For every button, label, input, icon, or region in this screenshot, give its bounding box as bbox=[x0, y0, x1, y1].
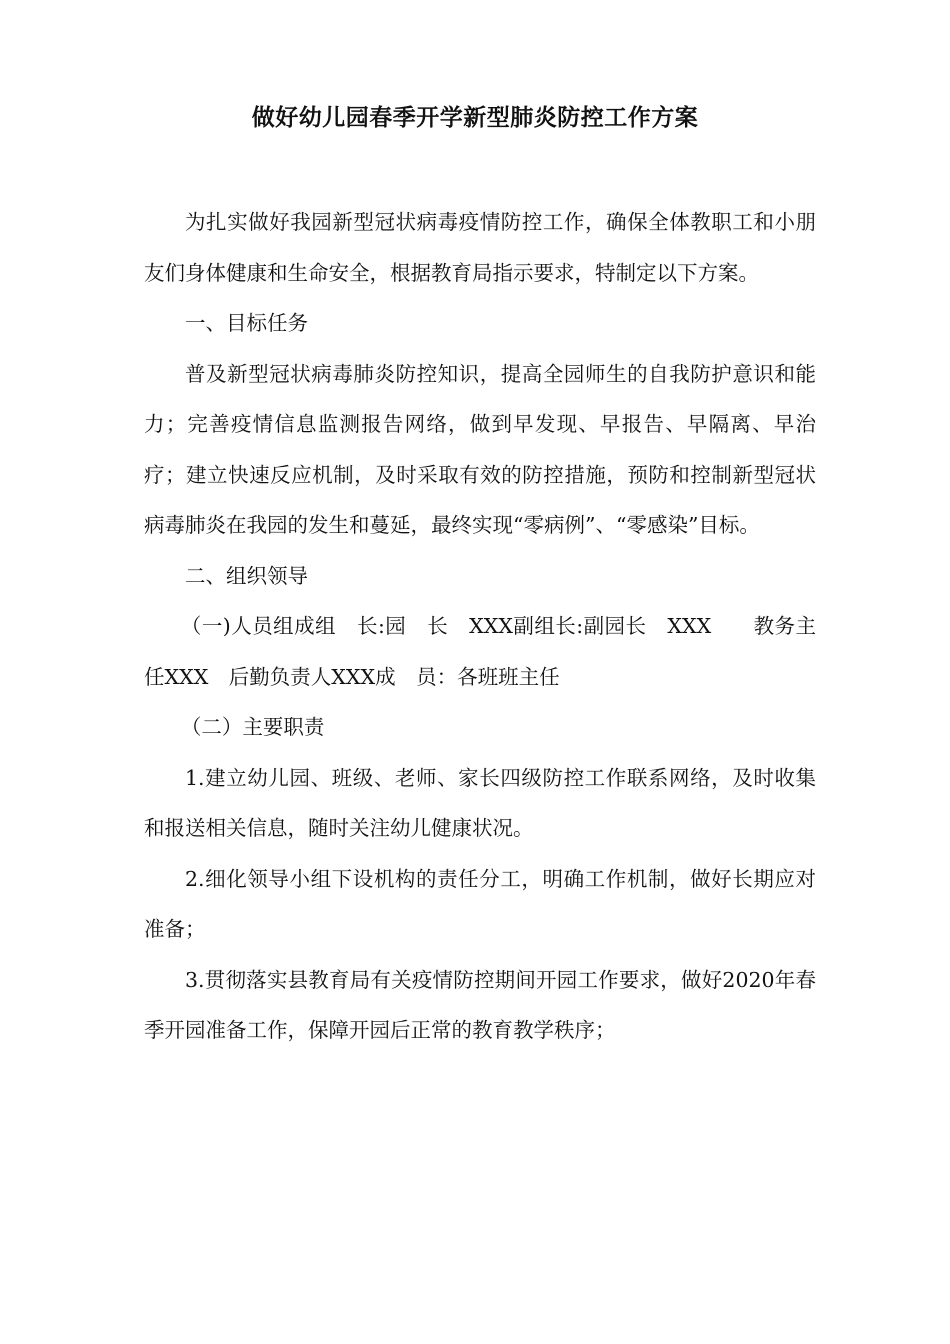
section-heading-goals: 一、目标任务 bbox=[185, 311, 308, 335]
duty-item-1: 1.建立幼儿园、班级、老师、家长四级防控工作联系网络，及时收集和报送相关信息，随时关注幼儿健康状况。 bbox=[144, 765, 816, 840]
duty-item-3: 3.贯彻落实县教育局有关疫情防控期间开园工作要求，做好2020年春季开园准备工作，保障开园后正常的教育教学秩序； bbox=[144, 967, 816, 1042]
personnel-paragraph: （一)人员组成组 长:园 长 XXX副组长:副园长 XXX 教务主任XXX 后勤负责人XXX成 员：各班班主任 bbox=[144, 614, 816, 689]
document-title: 做好幼儿园春季开学新型肺炎防控工作方案 bbox=[251, 105, 699, 131]
duty-item-2: 2.细化领导小组下设机构的责任分工，明确工作机制，做好长期应对准备； bbox=[144, 866, 816, 941]
goals-paragraph: 普及新型冠状病毒肺炎防控知识，提高全园师生的自我防护意识和能力；完善疫情信息监测报告网络，做到早发现、早报告、早隔离、早治疗；建立快速反应机制，及时采取有效的防控措施，预防和控制新型冠状病毒肺炎在我园的发生和蔓延，最终实现“零病例”、“零感染”目标。 bbox=[144, 361, 816, 537]
section-heading-organization: 二、组织领导 bbox=[185, 563, 308, 588]
intro-paragraph: 为扎实做好我园新型冠状病毒疫情防控工作，确保全体教职工和小朋友们身体健康和生命安全，根据教育局指示要求，特制定以下方案。 bbox=[144, 210, 816, 285]
document-body bbox=[144, 197, 816, 1056]
subsection-heading-duties: （二）主要职责 bbox=[180, 715, 325, 739]
